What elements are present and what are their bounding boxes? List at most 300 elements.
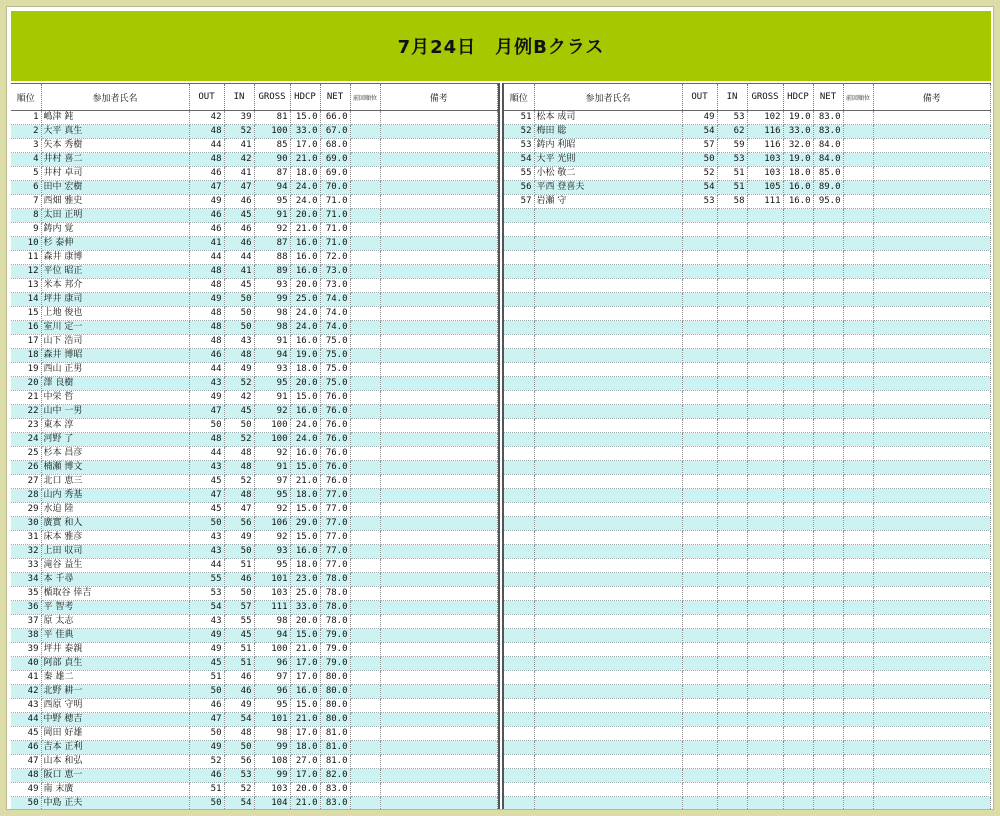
cell-rank: 53 bbox=[504, 139, 534, 153]
cell-hdcp bbox=[783, 517, 813, 531]
cell-out bbox=[682, 293, 717, 307]
cell-rank: 41 bbox=[11, 671, 41, 685]
cell-hdcp: 16.0 bbox=[290, 405, 320, 419]
table-row bbox=[504, 587, 991, 601]
cell-remarks bbox=[873, 587, 991, 601]
cell-name: 北口 恵三 bbox=[41, 475, 189, 489]
cell-out bbox=[682, 657, 717, 671]
cell-prev-rank bbox=[350, 503, 380, 517]
cell-gross bbox=[747, 307, 783, 321]
cell-rank bbox=[504, 671, 534, 685]
cell-name: 米本 邦介 bbox=[41, 279, 189, 293]
cell-gross bbox=[747, 685, 783, 699]
table-row bbox=[504, 573, 991, 587]
cell-prev-rank bbox=[843, 741, 873, 755]
cell-prev-rank bbox=[843, 531, 873, 545]
cell-remarks bbox=[380, 629, 498, 643]
cell-hdcp bbox=[783, 405, 813, 419]
cell-prev-rank bbox=[350, 699, 380, 713]
table-row bbox=[504, 783, 991, 797]
cell-net bbox=[813, 419, 843, 433]
table-row bbox=[11, 545, 498, 559]
cell-prev-rank bbox=[350, 461, 380, 475]
cell-name bbox=[534, 307, 682, 321]
cell-net bbox=[813, 377, 843, 391]
cell-out bbox=[682, 335, 717, 349]
cell-remarks bbox=[873, 685, 991, 699]
table-row bbox=[504, 531, 991, 545]
cell-in bbox=[717, 447, 747, 461]
cell-remarks bbox=[380, 741, 498, 755]
table-row bbox=[504, 125, 991, 139]
cell-in bbox=[717, 321, 747, 335]
cell-name bbox=[534, 405, 682, 419]
cell-hdcp: 17.0 bbox=[290, 769, 320, 783]
cell-name bbox=[534, 713, 682, 727]
cell-gross: 96 bbox=[254, 657, 290, 671]
cell-rank: 24 bbox=[11, 433, 41, 447]
cell-remarks bbox=[873, 615, 991, 629]
cell-name bbox=[534, 377, 682, 391]
cell-prev-rank bbox=[350, 671, 380, 685]
cell-gross: 92 bbox=[254, 447, 290, 461]
table-row bbox=[11, 559, 498, 573]
cell-hdcp: 16.0 bbox=[783, 195, 813, 209]
cell-net: 74.0 bbox=[320, 307, 350, 321]
cell-name bbox=[534, 279, 682, 293]
cell-remarks bbox=[873, 139, 991, 153]
cell-gross: 96 bbox=[254, 685, 290, 699]
cell-gross: 103 bbox=[254, 783, 290, 797]
cell-net: 89.0 bbox=[813, 181, 843, 195]
cell-in bbox=[717, 769, 747, 783]
cell-hdcp: 21.0 bbox=[290, 223, 320, 237]
table-row bbox=[504, 307, 991, 321]
cell-in: 45 bbox=[224, 405, 254, 419]
cell-out: 44 bbox=[189, 251, 224, 265]
cell-net: 85.0 bbox=[813, 167, 843, 181]
cell-remarks bbox=[380, 769, 498, 783]
cell-rank: 35 bbox=[11, 587, 41, 601]
cell-in bbox=[717, 489, 747, 503]
cell-out bbox=[682, 461, 717, 475]
cell-net: 71.0 bbox=[320, 223, 350, 237]
cell-rank bbox=[504, 503, 534, 517]
cell-prev-rank bbox=[350, 363, 380, 377]
table-row bbox=[11, 685, 498, 699]
header-name: 参加者氏名 bbox=[41, 84, 189, 111]
cell-rank: 11 bbox=[11, 251, 41, 265]
table-row bbox=[11, 475, 498, 489]
table-row bbox=[11, 181, 498, 195]
cell-in bbox=[717, 363, 747, 377]
cell-net bbox=[813, 783, 843, 797]
cell-gross bbox=[747, 489, 783, 503]
cell-rank bbox=[504, 377, 534, 391]
cell-name bbox=[534, 237, 682, 251]
cell-gross bbox=[747, 601, 783, 615]
cell-net: 80.0 bbox=[320, 699, 350, 713]
cell-gross bbox=[747, 461, 783, 475]
table-row bbox=[11, 503, 498, 517]
cell-out: 43 bbox=[189, 615, 224, 629]
table-row bbox=[11, 769, 498, 783]
cell-out: 57 bbox=[682, 139, 717, 153]
cell-in: 50 bbox=[224, 419, 254, 433]
cell-rank bbox=[504, 223, 534, 237]
left-table-body bbox=[11, 111, 498, 811]
cell-out bbox=[682, 671, 717, 685]
cell-out bbox=[682, 251, 717, 265]
cell-name bbox=[534, 321, 682, 335]
cell-prev-rank bbox=[843, 643, 873, 657]
cell-name: 秦 雄二 bbox=[41, 671, 189, 685]
cell-hdcp bbox=[783, 699, 813, 713]
cell-net bbox=[813, 629, 843, 643]
cell-gross bbox=[747, 335, 783, 349]
cell-out bbox=[682, 363, 717, 377]
cell-net: 76.0 bbox=[320, 433, 350, 447]
cell-hdcp: 33.0 bbox=[290, 125, 320, 139]
cell-name: 山内 秀基 bbox=[41, 489, 189, 503]
cell-out: 45 bbox=[189, 503, 224, 517]
cell-rank bbox=[504, 461, 534, 475]
cell-hdcp: 17.0 bbox=[290, 727, 320, 741]
cell-remarks bbox=[380, 377, 498, 391]
table-row bbox=[504, 643, 991, 657]
cell-remarks bbox=[380, 447, 498, 461]
cell-rank: 46 bbox=[11, 741, 41, 755]
cell-remarks bbox=[873, 321, 991, 335]
cell-name: 鋳内 覚 bbox=[41, 223, 189, 237]
table-row bbox=[11, 643, 498, 657]
cell-rank: 45 bbox=[11, 727, 41, 741]
cell-in: 54 bbox=[224, 797, 254, 811]
cell-gross: 95 bbox=[254, 195, 290, 209]
cell-remarks bbox=[380, 237, 498, 251]
header-rank: 順位 bbox=[11, 84, 41, 111]
header-row bbox=[11, 84, 498, 111]
cell-gross bbox=[747, 531, 783, 545]
cell-rank: 51 bbox=[504, 111, 534, 125]
cell-hdcp: 21.0 bbox=[290, 797, 320, 811]
cell-prev-rank bbox=[350, 531, 380, 545]
cell-in: 51 bbox=[717, 167, 747, 181]
cell-gross bbox=[747, 377, 783, 391]
table-row bbox=[11, 195, 498, 209]
cell-out bbox=[682, 587, 717, 601]
cell-prev-rank bbox=[843, 685, 873, 699]
cell-remarks bbox=[380, 167, 498, 181]
cell-name bbox=[534, 671, 682, 685]
cell-gross: 92 bbox=[254, 405, 290, 419]
cell-remarks bbox=[380, 489, 498, 503]
cell-in: 45 bbox=[224, 279, 254, 293]
cell-gross: 98 bbox=[254, 727, 290, 741]
cell-in bbox=[717, 671, 747, 685]
cell-out: 46 bbox=[189, 167, 224, 181]
cell-gross bbox=[747, 545, 783, 559]
cell-remarks bbox=[873, 223, 991, 237]
header-gross: GROSS bbox=[747, 84, 783, 111]
cell-prev-rank bbox=[843, 559, 873, 573]
cell-hdcp bbox=[783, 629, 813, 643]
cell-in bbox=[717, 573, 747, 587]
cell-net: 71.0 bbox=[320, 209, 350, 223]
cell-in bbox=[717, 237, 747, 251]
cell-net: 76.0 bbox=[320, 391, 350, 405]
cell-out: 48 bbox=[189, 321, 224, 335]
table-row bbox=[504, 405, 991, 419]
cell-out: 48 bbox=[189, 433, 224, 447]
cell-rank bbox=[504, 391, 534, 405]
cell-out: 42 bbox=[189, 111, 224, 125]
cell-hdcp: 20.0 bbox=[290, 615, 320, 629]
cell-remarks bbox=[380, 181, 498, 195]
cell-prev-rank bbox=[350, 111, 380, 125]
cell-gross: 103 bbox=[747, 153, 783, 167]
cell-net bbox=[813, 615, 843, 629]
cell-rank bbox=[504, 573, 534, 587]
cell-in bbox=[717, 727, 747, 741]
cell-net: 77.0 bbox=[320, 489, 350, 503]
table-row bbox=[504, 419, 991, 433]
table-row bbox=[11, 573, 498, 587]
cell-net: 84.0 bbox=[813, 153, 843, 167]
cell-rank: 9 bbox=[11, 223, 41, 237]
cell-prev-rank bbox=[843, 139, 873, 153]
cell-net bbox=[813, 363, 843, 377]
cell-rank: 20 bbox=[11, 377, 41, 391]
cell-in bbox=[717, 293, 747, 307]
cell-name: 吉本 正利 bbox=[41, 741, 189, 755]
cell-out bbox=[682, 265, 717, 279]
cell-name: 坪井 康司 bbox=[41, 293, 189, 307]
cell-remarks bbox=[873, 251, 991, 265]
cell-gross bbox=[747, 391, 783, 405]
cell-net: 73.0 bbox=[320, 279, 350, 293]
cell-remarks bbox=[873, 293, 991, 307]
cell-name bbox=[534, 265, 682, 279]
cell-out: 45 bbox=[189, 657, 224, 671]
table-row bbox=[11, 531, 498, 545]
cell-rank: 57 bbox=[504, 195, 534, 209]
cell-rank bbox=[504, 699, 534, 713]
cell-remarks bbox=[873, 349, 991, 363]
cell-hdcp: 20.0 bbox=[290, 783, 320, 797]
cell-rank: 16 bbox=[11, 321, 41, 335]
table-row bbox=[504, 545, 991, 559]
cell-out bbox=[682, 279, 717, 293]
cell-net bbox=[813, 251, 843, 265]
cell-prev-rank bbox=[350, 405, 380, 419]
cell-rank bbox=[504, 321, 534, 335]
cell-in: 58 bbox=[717, 195, 747, 209]
cell-net bbox=[813, 657, 843, 671]
cell-name: 森井 博昭 bbox=[41, 349, 189, 363]
cell-gross: 105 bbox=[747, 181, 783, 195]
cell-remarks bbox=[873, 265, 991, 279]
cell-gross: 100 bbox=[254, 643, 290, 657]
cell-out bbox=[682, 209, 717, 223]
cell-net bbox=[813, 279, 843, 293]
cell-gross bbox=[747, 783, 783, 797]
cell-net bbox=[813, 503, 843, 517]
cell-prev-rank bbox=[843, 433, 873, 447]
cell-out bbox=[682, 447, 717, 461]
cell-in bbox=[717, 279, 747, 293]
cell-hdcp: 21.0 bbox=[290, 643, 320, 657]
cell-out: 43 bbox=[189, 461, 224, 475]
cell-name: 松本 成司 bbox=[534, 111, 682, 125]
table-row bbox=[504, 335, 991, 349]
cell-rank bbox=[504, 769, 534, 783]
cell-gross: 98 bbox=[254, 321, 290, 335]
cell-remarks bbox=[380, 363, 498, 377]
cell-gross: 94 bbox=[254, 349, 290, 363]
cell-out: 47 bbox=[189, 181, 224, 195]
cell-name: 中栄 哲 bbox=[41, 391, 189, 405]
cell-in: 49 bbox=[224, 699, 254, 713]
cell-hdcp bbox=[783, 657, 813, 671]
cell-rank bbox=[504, 363, 534, 377]
cell-prev-rank bbox=[843, 167, 873, 181]
cell-net bbox=[813, 531, 843, 545]
cell-in bbox=[717, 699, 747, 713]
cell-gross bbox=[747, 671, 783, 685]
cell-in: 46 bbox=[224, 573, 254, 587]
cell-prev-rank bbox=[843, 209, 873, 223]
table-row bbox=[504, 181, 991, 195]
cell-rank: 47 bbox=[11, 755, 41, 769]
cell-name bbox=[534, 391, 682, 405]
cell-rank: 31 bbox=[11, 531, 41, 545]
cell-prev-rank bbox=[350, 783, 380, 797]
header-in: IN bbox=[717, 84, 747, 111]
cell-out bbox=[682, 517, 717, 531]
cell-remarks bbox=[873, 433, 991, 447]
cell-rank bbox=[504, 475, 534, 489]
cell-in: 41 bbox=[224, 167, 254, 181]
cell-gross bbox=[747, 209, 783, 223]
cell-prev-rank bbox=[843, 405, 873, 419]
cell-hdcp: 18.0 bbox=[290, 559, 320, 573]
cell-rank: 8 bbox=[11, 209, 41, 223]
cell-prev-rank bbox=[350, 181, 380, 195]
cell-name bbox=[534, 727, 682, 741]
cell-out bbox=[682, 503, 717, 517]
cell-remarks bbox=[380, 713, 498, 727]
cell-hdcp bbox=[783, 685, 813, 699]
cell-out: 43 bbox=[189, 545, 224, 559]
cell-hdcp bbox=[783, 475, 813, 489]
cell-gross: 94 bbox=[254, 629, 290, 643]
cell-prev-rank bbox=[843, 111, 873, 125]
table-row bbox=[11, 419, 498, 433]
cell-rank bbox=[504, 349, 534, 363]
cell-hdcp bbox=[783, 601, 813, 615]
cell-gross: 87 bbox=[254, 167, 290, 181]
cell-rank: 39 bbox=[11, 643, 41, 657]
cell-name bbox=[534, 657, 682, 671]
cell-out bbox=[682, 349, 717, 363]
header-row bbox=[504, 84, 991, 111]
cell-in bbox=[717, 349, 747, 363]
cell-name: 東本 淳 bbox=[41, 419, 189, 433]
cell-rank: 18 bbox=[11, 349, 41, 363]
cell-rank: 4 bbox=[11, 153, 41, 167]
cell-out: 41 bbox=[189, 237, 224, 251]
cell-hdcp bbox=[783, 531, 813, 545]
cell-hdcp bbox=[783, 769, 813, 783]
table-row bbox=[11, 489, 498, 503]
cell-name bbox=[534, 489, 682, 503]
cell-rank: 28 bbox=[11, 489, 41, 503]
cell-hdcp bbox=[783, 349, 813, 363]
cell-hdcp bbox=[783, 307, 813, 321]
cell-out: 50 bbox=[189, 685, 224, 699]
cell-remarks bbox=[873, 699, 991, 713]
cell-rank: 36 bbox=[11, 601, 41, 615]
cell-rank: 40 bbox=[11, 657, 41, 671]
cell-in: 59 bbox=[717, 139, 747, 153]
cell-remarks bbox=[380, 419, 498, 433]
cell-rank: 13 bbox=[11, 279, 41, 293]
cell-prev-rank bbox=[350, 475, 380, 489]
cell-out: 50 bbox=[189, 517, 224, 531]
table-row bbox=[504, 111, 991, 125]
cell-hdcp bbox=[783, 377, 813, 391]
cell-in: 47 bbox=[224, 181, 254, 195]
cell-gross: 98 bbox=[254, 307, 290, 321]
cell-in bbox=[717, 335, 747, 349]
cell-name: 阪口 恵一 bbox=[41, 769, 189, 783]
cell-out: 43 bbox=[189, 377, 224, 391]
cell-prev-rank bbox=[350, 209, 380, 223]
cell-name: 岡田 好雄 bbox=[41, 727, 189, 741]
cell-hdcp bbox=[783, 755, 813, 769]
cell-net: 77.0 bbox=[320, 517, 350, 531]
cell-prev-rank bbox=[350, 321, 380, 335]
cell-in bbox=[717, 307, 747, 321]
cell-in bbox=[717, 629, 747, 643]
table-row bbox=[11, 349, 498, 363]
cell-gross bbox=[747, 615, 783, 629]
cell-hdcp bbox=[783, 209, 813, 223]
cell-gross: 111 bbox=[747, 195, 783, 209]
header-hdcp: HDCP bbox=[290, 84, 320, 111]
cell-hdcp bbox=[783, 433, 813, 447]
page-title: 7月24日 月例Bクラス bbox=[397, 37, 605, 58]
cell-gross: 98 bbox=[254, 615, 290, 629]
cell-out bbox=[682, 391, 717, 405]
cell-in: 45 bbox=[224, 629, 254, 643]
cell-prev-rank bbox=[843, 475, 873, 489]
cell-out: 50 bbox=[189, 419, 224, 433]
cell-rank bbox=[504, 797, 534, 811]
table-row bbox=[11, 433, 498, 447]
cell-hdcp bbox=[783, 251, 813, 265]
cell-prev-rank bbox=[350, 517, 380, 531]
cell-remarks bbox=[380, 209, 498, 223]
cell-prev-rank bbox=[350, 265, 380, 279]
table-row bbox=[504, 461, 991, 475]
cell-name: 阿部 貞生 bbox=[41, 657, 189, 671]
cell-prev-rank bbox=[843, 727, 873, 741]
cell-name: 杉 泰伸 bbox=[41, 237, 189, 251]
cell-in: 46 bbox=[224, 237, 254, 251]
cell-in: 50 bbox=[224, 741, 254, 755]
